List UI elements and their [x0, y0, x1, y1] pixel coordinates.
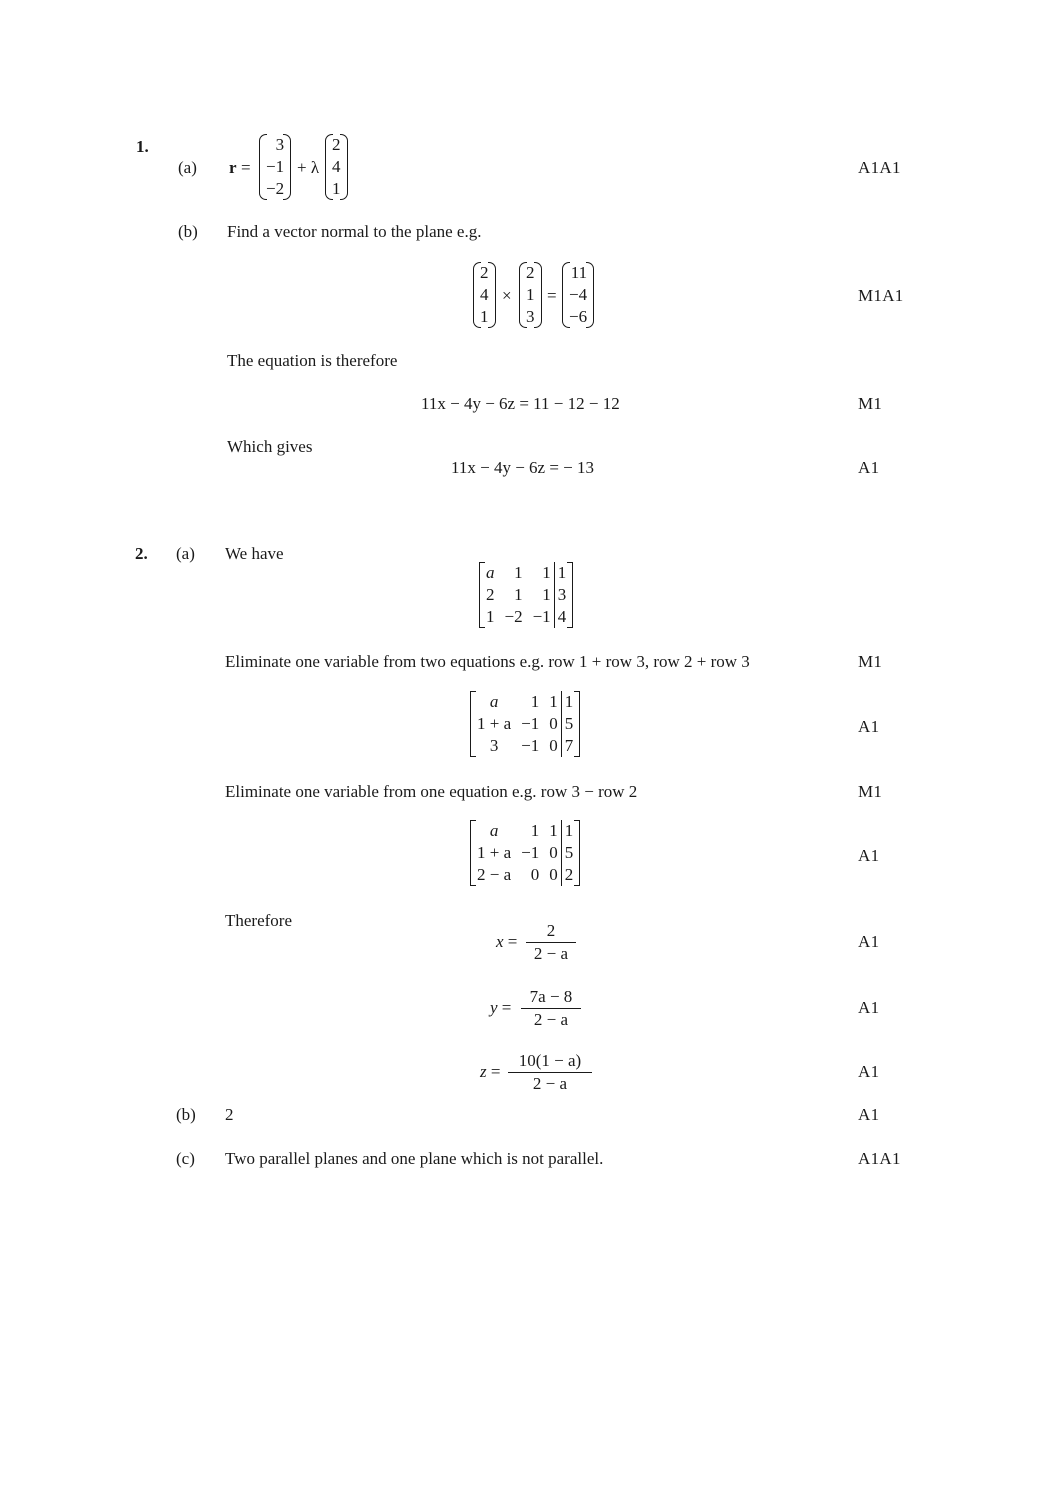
vector-entry: 2	[480, 263, 489, 282]
q1b-vector-1	[475, 262, 494, 328]
matrix-cell: −1	[521, 736, 540, 755]
vector-entry: −1	[266, 157, 285, 176]
q1b-eq2-mark: A1	[858, 458, 880, 477]
matrix-cell: 1	[514, 585, 523, 604]
vector-entry: 1	[480, 307, 489, 326]
q1-part-a-label: (a)	[178, 158, 197, 177]
vector-entry: 2	[332, 135, 341, 154]
vector-entry: −6	[569, 307, 588, 326]
vector-entry: 3	[526, 307, 535, 326]
matrix-cell: 0	[530, 865, 540, 884]
vector-entry: 2	[526, 263, 535, 282]
vector-entry: 3	[275, 135, 285, 154]
matrix-cell: 0	[549, 865, 558, 884]
q1a-position-vector	[261, 134, 289, 200]
matrix-cell: 2	[486, 585, 495, 604]
fraction-denominator: 2 − a	[533, 1010, 569, 1029]
matrix-cell: 1	[530, 692, 540, 711]
q1b-cross-mark: M1A1	[858, 286, 904, 305]
q2a-y-variable: y =	[490, 998, 512, 1017]
matrix-cell: −1	[521, 843, 540, 862]
q1a-equals: =	[241, 158, 251, 177]
q2a-z-variable: z =	[480, 1062, 501, 1081]
matrix-cell: −1	[532, 607, 551, 626]
q2a-y-mark: A1	[858, 998, 880, 1017]
q1b-cross-symbol: ×	[502, 286, 512, 305]
q1b-final-equation: 11x − 4y − 6z = − 13	[451, 458, 595, 477]
vector-entry: 11	[570, 263, 588, 282]
matrix-cell: 1	[561, 820, 578, 842]
vector-entry: −2	[266, 179, 285, 198]
q2a-augmented-matrix-3	[472, 820, 578, 886]
q2a-z-mark: A1	[858, 1062, 880, 1081]
matrix-cell: 1	[530, 821, 540, 840]
q2a-therefore-text: Therefore	[225, 911, 293, 930]
q2a-augmented-matrix-2	[472, 691, 578, 757]
q1b-therefore-text: The equation is therefore	[227, 351, 398, 370]
q2a-x-fraction	[526, 921, 576, 964]
matrix-cell: 1	[514, 563, 523, 582]
matrix-cell: 2 − a	[477, 865, 512, 884]
q1b-which-gives-text: Which gives	[227, 437, 313, 456]
matrix-cell: a	[489, 821, 499, 840]
matrix-cell: −2	[504, 607, 523, 626]
q1a-plus-lambda: + λ	[297, 158, 320, 177]
fraction-denominator: 2 − a	[532, 1074, 568, 1093]
matrix-cell: 1	[561, 691, 578, 713]
vector-entry: 1	[526, 285, 535, 304]
matrix-cell: 1	[554, 562, 571, 584]
q1b-normal-vector	[564, 262, 592, 328]
matrix-cell: 1	[542, 585, 551, 604]
matrix-cell: 3	[554, 584, 571, 606]
matrix-cell: a	[489, 692, 499, 711]
q2a-y-fraction	[521, 987, 581, 1030]
matrix-cell: 0	[549, 714, 558, 733]
q2-part-a-label: (a)	[176, 544, 195, 563]
q1b-eq1-mark: M1	[858, 394, 883, 413]
vector-entry: 1	[332, 179, 341, 198]
fraction-numerator: 10(1 − a)	[508, 1051, 592, 1073]
q2a-augmented-matrix-1	[481, 562, 571, 628]
vector-entry: 4	[480, 285, 489, 304]
q2b-mark: A1	[858, 1105, 880, 1124]
matrix-cell: 1	[486, 607, 495, 626]
q1b-intro-text: Find a vector normal to the plane e.g.	[227, 222, 482, 241]
matrix-cell: 0	[549, 843, 558, 862]
matrix-cell: 1	[542, 563, 551, 582]
matrix-cell: 4	[554, 606, 571, 628]
q1a-mark: A1A1	[858, 158, 901, 177]
vector-entry: 4	[332, 157, 341, 176]
q1a-direction-vector	[327, 134, 346, 200]
q2a-matrix3-mark: A1	[858, 846, 880, 865]
matrix-cell: a	[486, 563, 495, 582]
q2c-mark: A1A1	[858, 1149, 901, 1168]
q1-part-b-label: (b)	[178, 222, 198, 241]
q2a-we-have-text: We have	[225, 544, 284, 563]
q2a-step2-text: Eliminate one variable from one equation e.g. row 3 − row 2	[225, 782, 638, 801]
matrix-cell: 3	[489, 736, 499, 755]
q1b-equals: =	[547, 286, 557, 305]
matrix-cell: 1	[549, 821, 558, 840]
matrix-cell: 2	[561, 864, 578, 886]
q2b-answer: 2	[225, 1105, 234, 1124]
fraction-numerator: 2	[526, 921, 576, 943]
question-2-number: 2.	[135, 544, 148, 563]
matrix-cell: 0	[549, 736, 558, 755]
matrix-cell: 5	[561, 713, 578, 735]
matrix-cell: 5	[561, 842, 578, 864]
q2a-matrix2-mark: A1	[858, 717, 880, 736]
fraction-denominator: 2 − a	[533, 944, 569, 963]
q2-part-b-label: (b)	[176, 1105, 196, 1124]
q2a-step2-mark: M1	[858, 782, 883, 801]
q2a-z-fraction	[508, 1051, 592, 1094]
q1a-r-vector: r	[229, 158, 237, 177]
q1b-plane-equation: 11x − 4y − 6z = 11 − 12 − 12	[421, 394, 620, 413]
q2a-step1-mark: M1	[858, 652, 883, 671]
q1b-vector-2	[521, 262, 540, 328]
q2-part-c-label: (c)	[176, 1149, 195, 1168]
matrix-cell: −1	[521, 714, 540, 733]
q2a-step1-text: Eliminate one variable from two equations e.g. row 1 + row 3, row 2 + row 3	[225, 652, 750, 671]
fraction-numerator: 7a − 8	[521, 987, 581, 1009]
matrix-cell: 1 + a	[477, 843, 512, 862]
vector-entry: −4	[569, 285, 588, 304]
matrix-cell: 1	[549, 692, 558, 711]
matrix-cell: 1 + a	[477, 714, 512, 733]
q2a-x-mark: A1	[858, 932, 880, 951]
matrix-cell: 7	[561, 735, 578, 757]
q2a-x-variable: x =	[496, 932, 518, 951]
q2c-answer: Two parallel planes and one plane which is not parallel.	[225, 1149, 604, 1168]
question-1-number: 1.	[136, 137, 149, 156]
